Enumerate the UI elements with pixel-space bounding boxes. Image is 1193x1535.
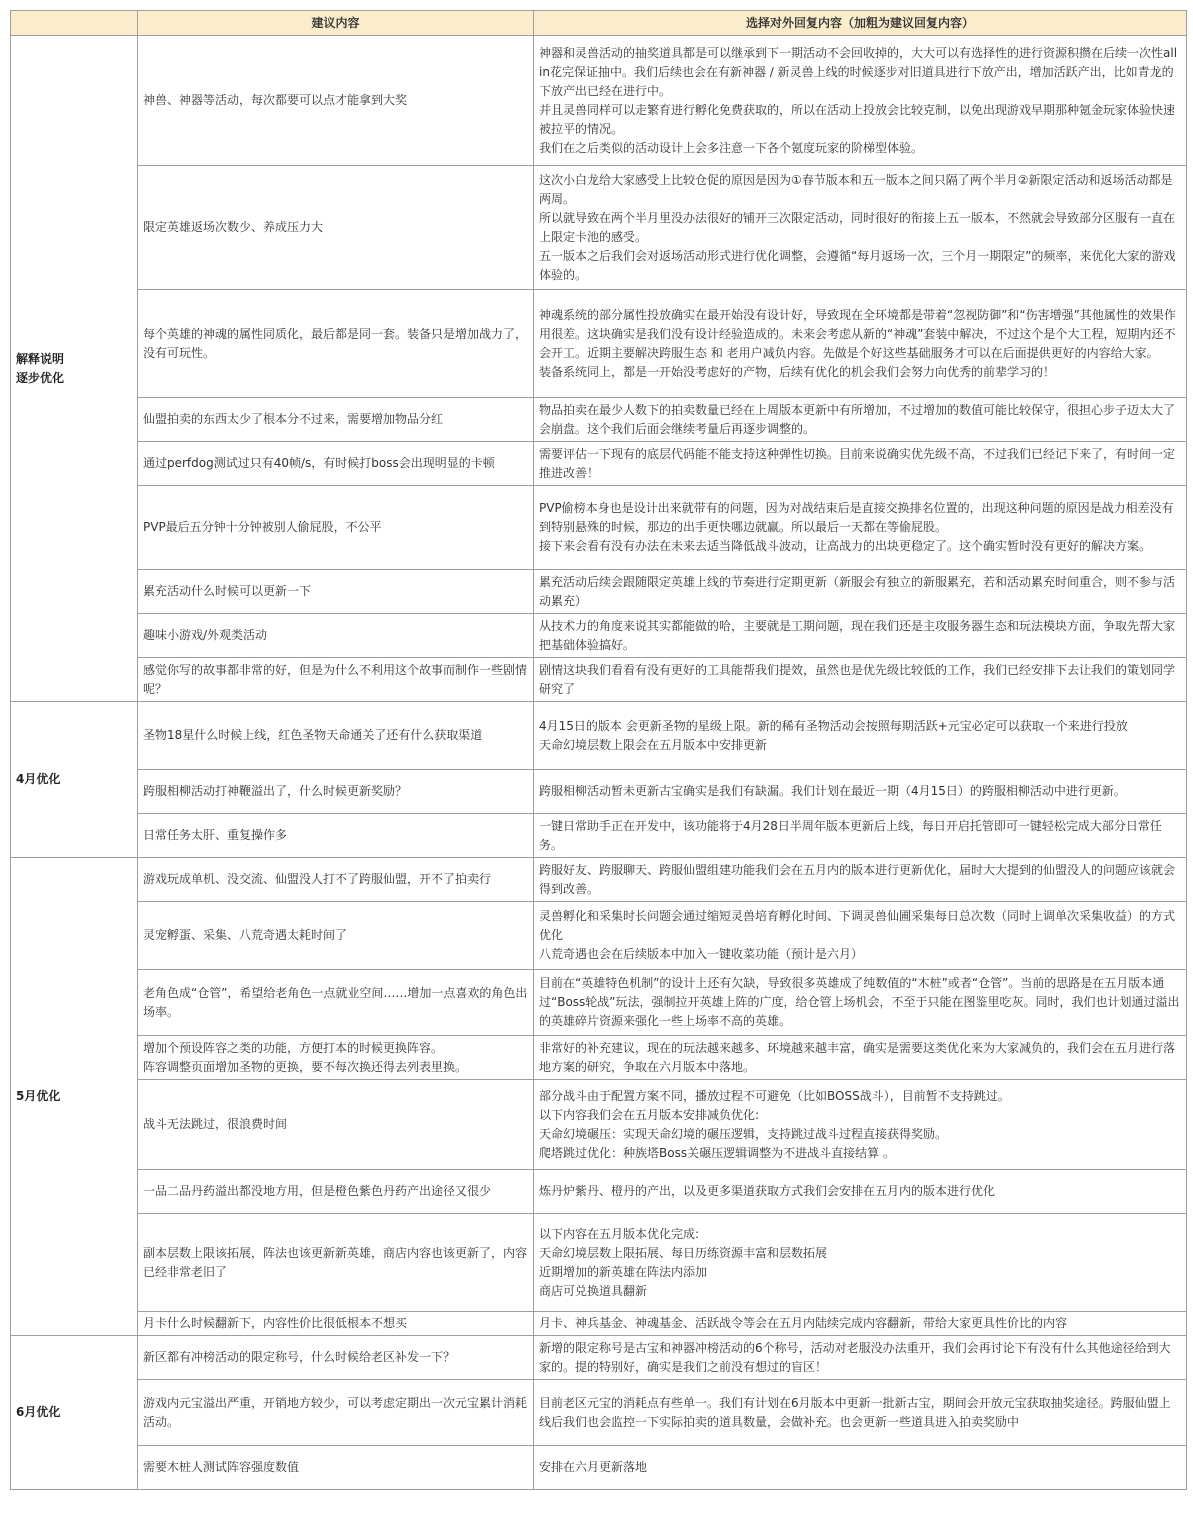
- header-suggestion-cell: 建议内容: [138, 11, 534, 36]
- reply-cell: [534, 442, 1187, 486]
- category-cell: [11, 36, 138, 702]
- suggestion-cell: [138, 1036, 534, 1080]
- reply-text: PVP偷榜本身也是设计出来就带有的问题，因为对战结束后是直接交换排名位置的，出现这种问题的原因是战力相差没有到特别悬殊的时候，那边的出手更快哪边就赢。所以最后一天都在等偷屁股。: [539, 501, 1174, 534]
- reply-text: 我们在之后类似的活动设计上会多注意一下各个氪度玩家的阶梯型体验。: [539, 140, 924, 155]
- category-label: 4月优化: [16, 772, 61, 786]
- table-row: [11, 1170, 1187, 1214]
- reply-cell: [534, 970, 1187, 1036]
- reply-text: 剧情这块我们看看有没有更好的工具能帮我们提效，虽然也是优先级比较低的工作，我们已经安排下去让我们的策划同学研究了: [539, 662, 1176, 696]
- suggestion-text: 游戏玩成单机、没交流、仙盟没人打不了跨服仙盟，开不了拍卖行: [143, 872, 492, 886]
- suggestion-cell: [138, 1170, 534, 1214]
- reply-cell: [534, 858, 1187, 902]
- reply-text: 五一版本之后我们会对返场活动形式进行优化调整，会遵循“每月返场一次，三个月一期限定”的频率，来优化大家的游戏体验的。: [539, 248, 1176, 282]
- reply-cell: [534, 1170, 1187, 1214]
- category-cell: [11, 858, 138, 1336]
- reply-text: 神器和灵兽活动的抽奖道具都是可以继承到下一期活动不会回收掉的，大大可以有选择性的进行资源积攒在后续一次性all in花完保证抽中。我们后续也会在有新神器 / 新灵兽上线的时候逐步对旧道具进行下放产出，增加活跃产出，比如青龙的下放产出已经在进行中。: [539, 45, 1178, 98]
- category-label: 解释说明: [16, 351, 65, 366]
- table-row: [11, 36, 1187, 166]
- suggestion-cell: [138, 658, 534, 702]
- suggestion-text: 趣味小游戏/外观类活动: [143, 628, 268, 642]
- reply-cell: [534, 1214, 1187, 1312]
- suggestion-text: 累充活动什么时候可以更新一下: [143, 584, 312, 598]
- table-header-row: [11, 11, 1187, 36]
- suggestion-text: 战斗无法跳过，很浪费时间: [143, 1117, 288, 1131]
- reply-text: 商店可兑换道具翻新: [539, 1283, 648, 1298]
- suggestion-cell: [138, 1336, 534, 1380]
- suggestion-text: 日常任务太肝、重复操作多: [143, 828, 288, 842]
- reply-cell: [534, 570, 1187, 614]
- header-category-cell: [11, 11, 138, 36]
- reply-cell: [534, 1446, 1187, 1490]
- suggestion-text: 跨服相柳活动打神鞭溢出了，什么时候更新奖励？: [143, 784, 408, 798]
- suggestion-text: 月卡什么时候翻新下，内容性价比很低根本不想买: [143, 1316, 408, 1330]
- suggestion-cell: [138, 486, 534, 570]
- reply-text: 八荒奇遇也会在后续版本中加入一键收菜功能（预计是六月）: [539, 947, 864, 961]
- suggestion-text: 副本层数上限该拓展，阵法也该更新新英雄，商店内容也该更新了，内容已经非常老旧了: [143, 1245, 528, 1279]
- suggestion-text: 通过perfdog测试过只有40帧/s，有时候打boss会出现明显的卡顿: [143, 456, 495, 470]
- table-row: [11, 1080, 1187, 1170]
- reply-cell: [534, 398, 1187, 442]
- suggestion-text: 限定英雄返场次数少、养成压力大: [143, 220, 324, 234]
- reply-text: 跨服相柳活动暂未更新古宝确实是我们有缺漏。我们计划在最近一期（4月15日）的跨服相柳活动中进行更新。: [539, 784, 1126, 798]
- reply-text: 新增的限定称号是古宝和神器冲榜活动的6个称号，活动对老服没办法重开，我们会再讨论下有没有什么其他途径给到大家的。提的特别好，确实是我们之前没有想过的盲区！: [539, 1340, 1171, 1374]
- feedback-table: [10, 10, 1187, 1490]
- table-row: [11, 166, 1187, 290]
- suggestion-text: 灵宠孵蛋、采集、八荒奇遇太耗时间了: [143, 928, 348, 942]
- reply-cell: [534, 1336, 1187, 1380]
- reply-text: 跨服好友、跨服聊天、跨服仙盟组建功能我们会在五月内的版本进行更新优化，届时大大提到的仙盟没人的问题应该就会得到改善。: [539, 862, 1176, 896]
- suggestion-cell: [138, 1080, 534, 1170]
- suggestion-cell: [138, 1446, 534, 1490]
- suggestion-text: 老角色成“仓管”，希望给老角色一点就业空间……增加一点喜欢的角色出场率。: [143, 985, 528, 1019]
- suggestion-text: 每个英雄的神魂的属性同质化，最后都是同一套。装备只是增加战力了，没有可玩性。: [143, 326, 528, 360]
- table-row: [11, 1446, 1187, 1490]
- reply-cell: [534, 1080, 1187, 1170]
- reply-text: 以下内容我们会在五月版本安排减负优化:: [539, 1107, 760, 1122]
- reply-cell: [534, 814, 1187, 858]
- table-row: [11, 770, 1187, 814]
- header-reply-cell: 选择对外回复内容（加粗为建议回复内容）: [534, 11, 1187, 36]
- reply-text: 非常好的补充建议，现在的玩法越来越多、环境越来越丰富，确实是需要这类优化来为大家减负的，我们会在五月进行落地方案的研究，争取在六月版本中落地。: [539, 1040, 1176, 1074]
- suggestion-text: 仙盟拍卖的东西太少了根本分不过来，需要增加物品分红: [143, 412, 444, 426]
- suggestion-text: 圣物18星什么时候上线，红色圣物天命通关了还有什么获取渠道: [143, 728, 483, 742]
- reply-cell: [534, 486, 1187, 570]
- suggestion-text: 一品二品丹药溢出都没地方用，但是橙色紫色丹药产出途径又很少: [143, 1184, 492, 1198]
- suggestion-cell: [138, 614, 534, 658]
- suggestion-cell: [138, 1312, 534, 1336]
- table-row: [11, 1336, 1187, 1380]
- table-body: [11, 36, 1187, 1490]
- suggestion-cell: [138, 442, 534, 486]
- reply-cell: [534, 902, 1187, 970]
- reply-text: 4月15日的版本 会更新圣物的星级上限。新的稀有圣物活动会按照每期活跃+元宝必定可以获取一个来进行投放: [539, 718, 1128, 733]
- reply-text: 天命幻境层数上限会在五月版本中安排更新: [539, 737, 768, 752]
- suggestion-cell: [138, 814, 534, 858]
- suggestion-cell: [138, 858, 534, 902]
- reply-text: 月卡、神兵基金、神魂基金、活跃战令等会在五月内陆续完成内容翻新，带给大家更具性价比的内容: [539, 1316, 1068, 1330]
- reply-text: 目前在“英雄特色机制”的设计上还有欠缺，导致很多英雄成了纯数值的“木桩”或者“仓管”。当前的思路是在五月版本通过“Boss轮战”玩法，强制拉开英雄上阵的广度，给仓管上场机会，不至于只能在图鉴里吃灰。同时，我们也计划通过溢出的英雄碎片资源来强化一些上场率不高的英雄。: [539, 976, 1180, 1028]
- suggestion-text: 新区都有冲榜活动的限定称号，什么时候给老区补发一下？: [143, 1350, 456, 1364]
- category-label: 6月优化: [16, 1405, 61, 1419]
- reply-cell: [534, 1312, 1187, 1336]
- suggestion-text: 阵容调整页面增加圣物的更换，要不每次换还得去列表里换。: [143, 1059, 468, 1074]
- table-row: [11, 970, 1187, 1036]
- reply-cell: [534, 290, 1187, 398]
- reply-cell: [534, 1380, 1187, 1446]
- table-row: [11, 814, 1187, 858]
- reply-cell: [534, 770, 1187, 814]
- reply-text: 物品拍卖在最少人数下的拍卖数量已经在上周版本更新中有所增加，不过增加的数值可能比较保守，很担心步子迈太大了会崩盘。这个我们后面会继续考量后再逐步调整的。: [539, 402, 1176, 436]
- reply-text: 部分战斗由于配置方案不同，播放过程不可避免（比如BOSS战斗），目前暂不支持跳过。: [539, 1088, 1010, 1103]
- table-row: [11, 398, 1187, 442]
- reply-text: 灵兽孵化和采集时长问题会通过缩短灵兽培育孵化时间、下调灵兽仙圃采集每日总次数（同时上调单次采集收益）的方式优化: [539, 909, 1176, 942]
- reply-text: 装备系统同上，都是一开始没考虑好的产物，后续有优化的机会我们会努力向优秀的前辈学习的！: [539, 364, 1056, 379]
- table-row: [11, 902, 1187, 970]
- suggestion-cell: [138, 1380, 534, 1446]
- table-row: [11, 702, 1187, 770]
- reply-text: 安排在六月更新落地: [539, 1460, 648, 1474]
- suggestion-cell: [138, 290, 534, 398]
- reply-text: 天命幻境碾压：实现天命幻境的碾压逻辑，支持跳过战斗过程直接获得奖励。: [539, 1126, 948, 1141]
- reply-cell: [534, 36, 1187, 166]
- reply-text: 爬塔跳过优化：种族塔Boss关碾压逻辑调整为不进战斗直接结算 。: [539, 1145, 895, 1160]
- reply-cell: [534, 658, 1187, 702]
- table-row: [11, 658, 1187, 702]
- reply-text: 以下内容在五月版本优化完成:: [539, 1226, 700, 1241]
- suggestion-text: 增加个预设阵容之类的功能，方便打本的时候更换阵容。: [143, 1040, 444, 1055]
- table-row: [11, 290, 1187, 398]
- reply-text: 这次小白龙给大家感受上比较仓促的原因是因为①春节版本和五一版本之间只隔了两个半月②新限定活动和返场活动都是两周。: [539, 172, 1173, 206]
- reply-text: 近期增加的新英雄在阵法内添加: [539, 1264, 708, 1279]
- suggestion-cell: [138, 36, 534, 166]
- reply-cell: [534, 702, 1187, 770]
- table-row: [11, 1036, 1187, 1080]
- suggestion-cell: [138, 398, 534, 442]
- reply-text: 接下来会看有没有办法在未来去适当降低战斗波动，让高战力的出块更稳定了。这个确实暂时没有更好的解决方案。: [539, 539, 1152, 553]
- table-row: [11, 486, 1187, 570]
- reply-text: 天命幻境层数上限拓展、每日历练资源丰富和层数拓展: [539, 1245, 828, 1260]
- suggestion-text: 神兽、神器等活动，每次都要可以点才能拿到大奖: [143, 93, 408, 107]
- table-row: [11, 1214, 1187, 1312]
- table-row: [11, 570, 1187, 614]
- category-cell: [11, 1336, 138, 1490]
- suggestion-text: 感觉你写的故事都非常的好，但是为什么不利用这个故事而制作一些剧情呢？: [143, 662, 528, 696]
- category-label: 5月优化: [16, 1089, 61, 1103]
- suggestion-cell: [138, 702, 534, 770]
- suggestion-cell: [138, 970, 534, 1036]
- suggestion-cell: [138, 570, 534, 614]
- reply-text: 一键日常助手正在开发中，该功能将于4月28日半周年版本更新后上线，每日开启托管即可一键轻松完成大部分日常任务。: [539, 818, 1162, 852]
- reply-text: 从技术力的角度来说其实都能做的哈，主要就是工期问题，现在我们还是主攻服务器生态和玩法模块方面，争取先帮大家把基础体验搞好。: [539, 618, 1176, 652]
- reply-text: 需要评估一下现有的底层代码能不能支持这种弹性切换。目前来说确实优先级不高，不过我们已经记下来了，有时间一定推进改善！: [539, 446, 1176, 480]
- suggestion-cell: [138, 770, 534, 814]
- reply-text: 所以就导致在两个半月里没办法很好的铺开三次限定活动，同时很好的衔接上五一版本，不然就会导致部分区服有一直在上限定卡池的感受。: [539, 210, 1176, 244]
- table-row: [11, 1312, 1187, 1336]
- table-row: [11, 858, 1187, 902]
- reply-cell: [534, 614, 1187, 658]
- table-row: [11, 614, 1187, 658]
- suggestion-text: PVP最后五分钟十分钟被别人偷屁股，不公平: [143, 520, 382, 534]
- suggestion-text: 需要木桩人测试阵容强度数值: [143, 1460, 300, 1474]
- reply-cell: [534, 1036, 1187, 1080]
- reply-cell: [534, 166, 1187, 290]
- reply-text: 累充活动后续会跟随限定英雄上线的节奏进行定期更新（新服会有独立的新服累充，若和活动累充时间重合，则不参与活动累充）: [539, 574, 1176, 608]
- reply-text: 并且灵兽同样可以走繁育进行孵化免费获取的，所以在活动上投放会比较克制，以免出现游戏早期那种氪金玩家体验快速被拉平的情况。: [539, 102, 1176, 136]
- suggestion-cell: [138, 1214, 534, 1312]
- table-row: [11, 442, 1187, 486]
- table-row: [11, 1380, 1187, 1446]
- suggestion-cell: [138, 166, 534, 290]
- suggestion-text: 游戏内元宝溢出严重，开销地方较少，可以考虑定期出一次元宝累计消耗活动。: [143, 1395, 528, 1429]
- category-cell: [11, 702, 138, 858]
- category-label: 逐步优化: [16, 370, 65, 385]
- reply-text: 目前老区元宝的消耗点有些单一。我们有计划在6月版本中更新一批新古宝，期间会开放元宝获取抽奖途径。跨服仙盟上线后我们也会监控一下实际拍卖的道具数量，会做补充。也会更新一些道具进入拍卖奖励中: [539, 1395, 1171, 1429]
- reply-text: 炼丹炉紫丹、橙丹的产出，以及更多渠道获取方式我们会安排在五月内的版本进行优化: [539, 1184, 996, 1198]
- suggestion-cell: [138, 902, 534, 970]
- reply-text: 神魂系统的部分属性投放确实在最开始没有设计好，导致现在全环境都是带着“忽视防御”和“伤害增强”其他属性的效果作用很差。这块确实是我们没有设计经验造成的。未来会考虑从新的“神魂”套装中解决，不过这个是个大工程，短期内还不会开工。近期主要解决跨服生态 和 老用户减负内容。先做是个好这些基础服务才可以在后面提供更好的内容给大家。: [539, 307, 1176, 360]
